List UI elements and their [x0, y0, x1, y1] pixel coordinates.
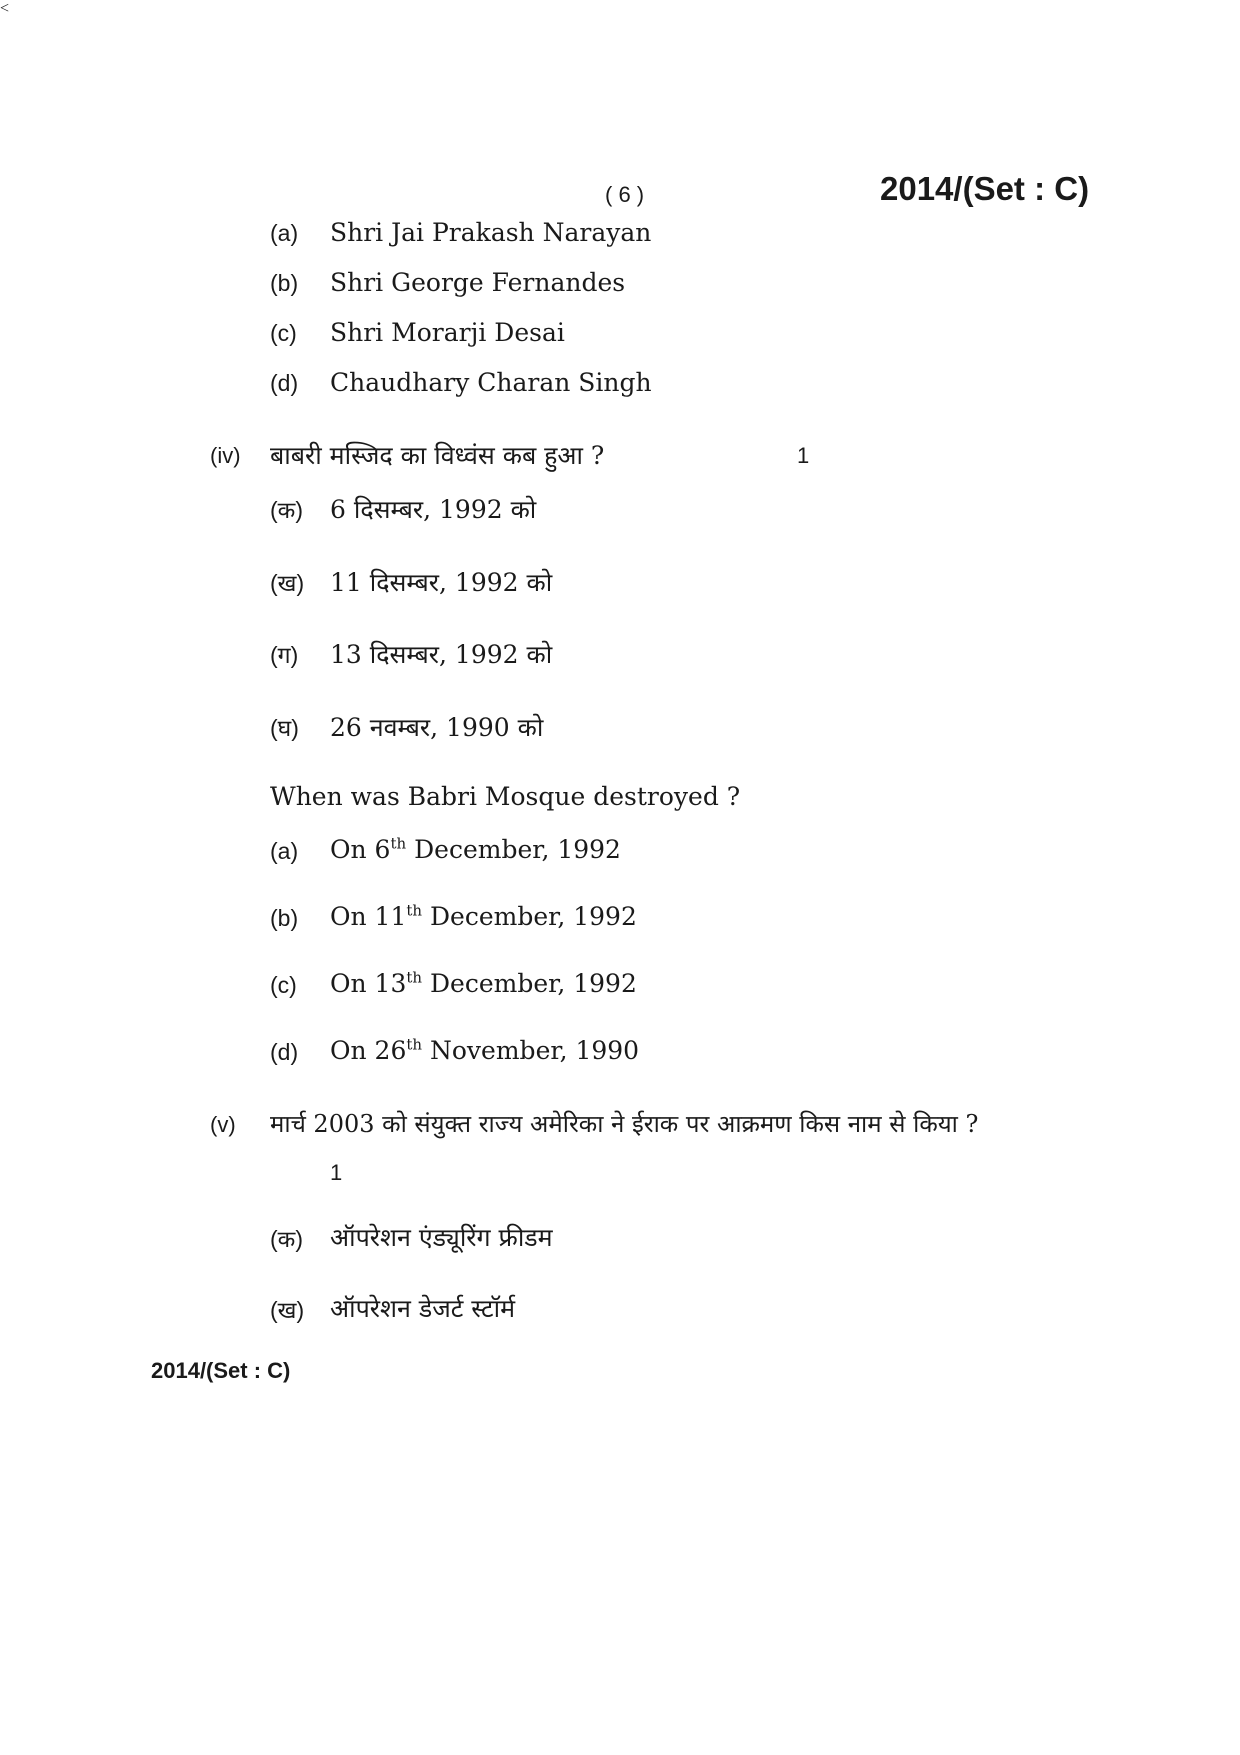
option-label: (a) [270, 838, 299, 864]
option-text: Shri Morarji Desai [330, 318, 565, 347]
option-text: On 26th November, 1990 [330, 1035, 640, 1065]
question-text-english: When was Babri Mosque destroyed ? [270, 782, 741, 811]
question-marks: 1 [797, 443, 810, 468]
option-text: ऑपरेशन डेजर्ट स्टॉर्म [330, 1294, 516, 1323]
option-text: Shri George Fernandes [330, 268, 626, 297]
option-label: (a) [270, 220, 299, 246]
option-text: 11 दिसम्बर, 1992 को [330, 568, 553, 597]
option-text: Chaudhary Charan Singh [330, 368, 652, 397]
option-text: 6 दिसम्बर, 1992 को [330, 495, 537, 524]
question-text-hindi: मार्च 2003 को संयुक्त राज्य अमेरिका ने ईराक पर आक्रमण किस नाम से किया ? [270, 1110, 979, 1138]
page-number: ( 6 ) [605, 182, 645, 207]
option-label: (ख) [270, 570, 305, 596]
option-label: (d) [270, 1039, 299, 1065]
set-code-header: 2014/(Set : C) [880, 170, 1090, 207]
option-text: 13 दिसम्बर, 1992 को [330, 640, 553, 669]
exam-page: ( 6 ) 2014/(Set : C) (a) Shri Jai Prakash Narayan (b) Shri George Fernandes (c) Shri Morarji Desai (d) Chaudhary Charan Singh (iv) बाबरी मस्जिद का विध्वंस कब हुआ ? 1 (क) 6 दिसम्बर, 1992 को (ख) 11 दिसम्बर, 1992 को (ग) 13 दिसम्बर, 1992 को (घ) 26 नवम्बर, 1990 को When was Babri Mosque destroyed ? (a) On 6th December, 1992 (b) On 11th December, 1992 (c) On 13th December, 1992 (d) On 26th November, 1990 < (v) मार्च 2003 को संयुक्त राज्य अमेरिका ने ईराक पर आक्रमण किस नाम से किया ? 1 (क) ऑपरेशन एंड्यूरिंग फ्रीडम (ख) ऑपरेशन डेजर्ट स्टॉर्म 2014/(Set : C) [0, 0, 1090, 1383]
option-text: Shri Jai Prakash Narayan [330, 218, 652, 247]
option-label: (क) [270, 1226, 303, 1252]
option-label: (c) [270, 320, 297, 346]
option-label: (ग) [270, 642, 299, 668]
option-text: On 13th December, 1992 [330, 968, 637, 998]
option-label: (b) [270, 270, 299, 296]
option-label: (d) [270, 370, 299, 396]
option-label: (b) [270, 905, 299, 931]
option-text: On 6th December, 1992 [330, 834, 621, 864]
option-text: 26 नवम्बर, 1990 को [330, 713, 544, 742]
option-label: (c) [270, 972, 297, 998]
set-code-footer: 2014/(Set : C) [151, 1358, 291, 1383]
question-number: (v) [210, 1112, 236, 1137]
option-label: (क) [270, 497, 303, 523]
question-marks: 1 [330, 1160, 343, 1185]
option-label: (ख) [270, 1297, 305, 1323]
option-text: ऑपरेशन एंड्यूरिंग फ्रीडम [330, 1223, 553, 1252]
option-label: (घ) [270, 715, 299, 741]
option-text: On 11th December, 1992 [330, 901, 637, 931]
question-text-hindi: बाबरी मस्जिद का विध्वंस कब हुआ ? [270, 441, 605, 470]
question-number: (iv) [210, 443, 241, 468]
